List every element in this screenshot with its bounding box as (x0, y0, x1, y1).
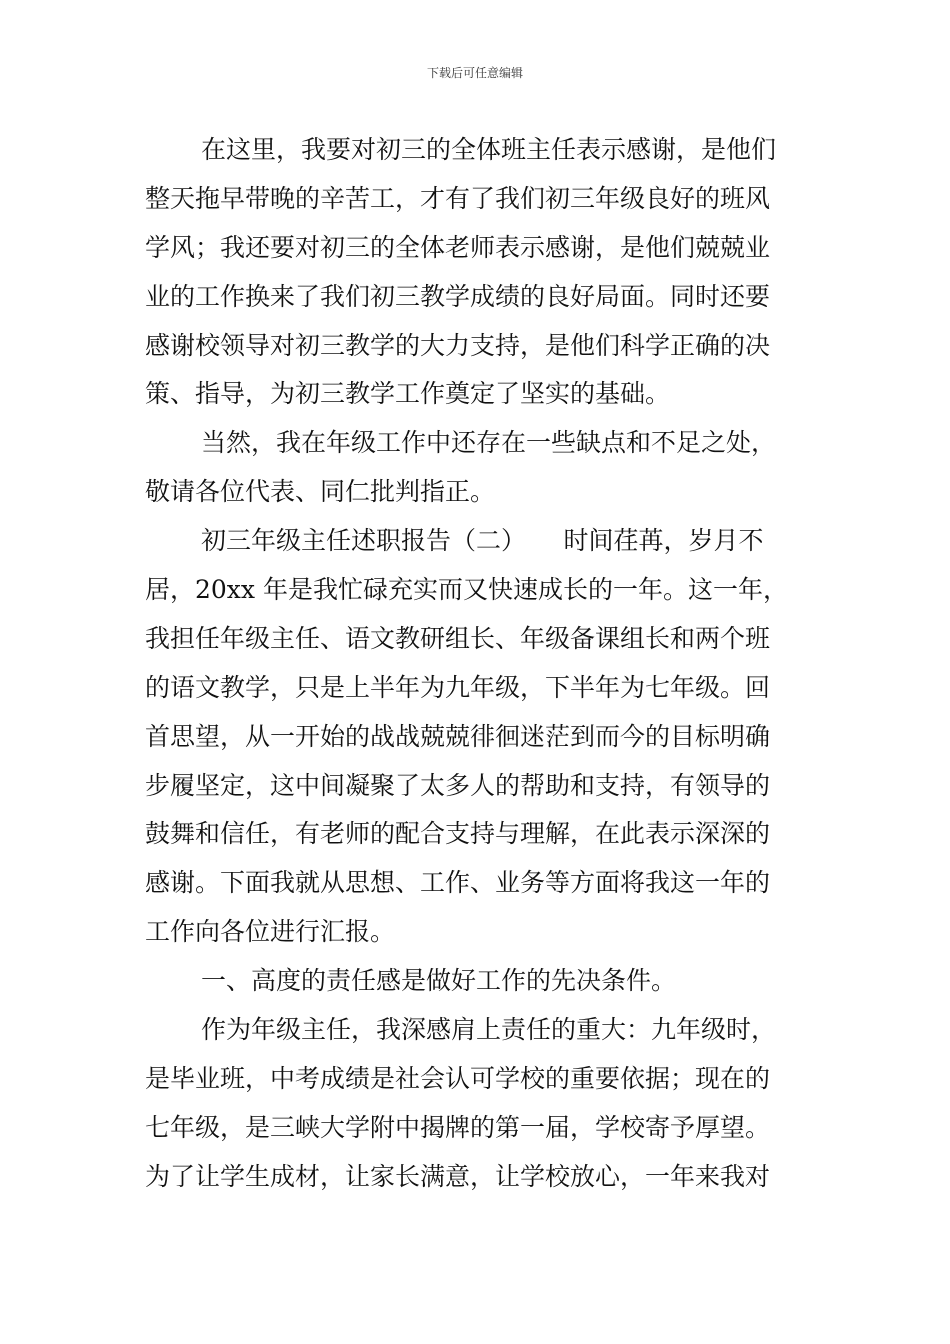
text-line: 鼓舞和信任，有老师的配合支持与理解，在此表示深深的 (145, 819, 771, 849)
page-header-note: 下载后可任意编辑 (426, 66, 523, 80)
text-line: 是毕业班，中考成绩是社会认可学校的重要依据；现在的 (145, 1063, 771, 1093)
text-line: 感谢。下面我就从思想、工作、业务等方面将我这一年的 (145, 868, 771, 898)
text-line: 首思望，从一开始的战战兢兢徘徊迷茫到而今的目标明确 (145, 721, 771, 751)
text-line: 我担任年级主任、语文教研组长、年级备课组长和两个班 (145, 623, 771, 653)
text-line: 业的工作换来了我们初三教学成绩的良好局面。同时还要 (145, 281, 771, 311)
text-line: 初三年级主任述职报告（二） 时间荏苒，岁月不 (201, 526, 764, 556)
text-line: 在这里，我要对初三的全体班主任表示感谢，是他们 (201, 135, 777, 164)
text-line: 的语文教学，只是上半年为九年级，下半年为七年级。回 (145, 672, 771, 702)
text-line: 为了让学生成材，让家长满意，让学校放心，一年来我对 (145, 1161, 771, 1191)
text-line: 七年级，是三峡大学附中揭牌的第一届，学校寄予厚望。 (145, 1112, 771, 1142)
text-line: 敬请各位代表、同仁批判指正。 (145, 477, 496, 507)
text-line: 整天拖早带晚的辛苦工，才有了我们初三年级良好的班风 (145, 183, 771, 213)
text-line: 居，20xx 年是我忙碌充实而又快速成长的一年。这一年， (145, 575, 788, 605)
text-line: 当然，我在年级工作中还存在一些缺点和不足之处， (201, 428, 777, 458)
text-line: 学风；我还要对初三的全体老师表示感谢，是他们兢兢业 (145, 232, 771, 262)
text-line: 工作向各位进行汇报。 (145, 917, 396, 947)
text-line: 作为年级主任，我深感肩上责任的重大：九年级时， (201, 1015, 777, 1045)
text-line: 步履坚定，这中间凝聚了太多人的帮助和支持，有领导的 (145, 770, 771, 800)
text-line: 一、高度的责任感是做好工作的先决条件。 (201, 966, 677, 996)
document-body (145, 126, 807, 1202)
text-line: 感谢校领导对初三教学的大力支持，是他们科学正确的决 (145, 330, 771, 360)
text-line: 策、指导，为初三教学工作奠定了坚实的基础。 (145, 379, 671, 409)
